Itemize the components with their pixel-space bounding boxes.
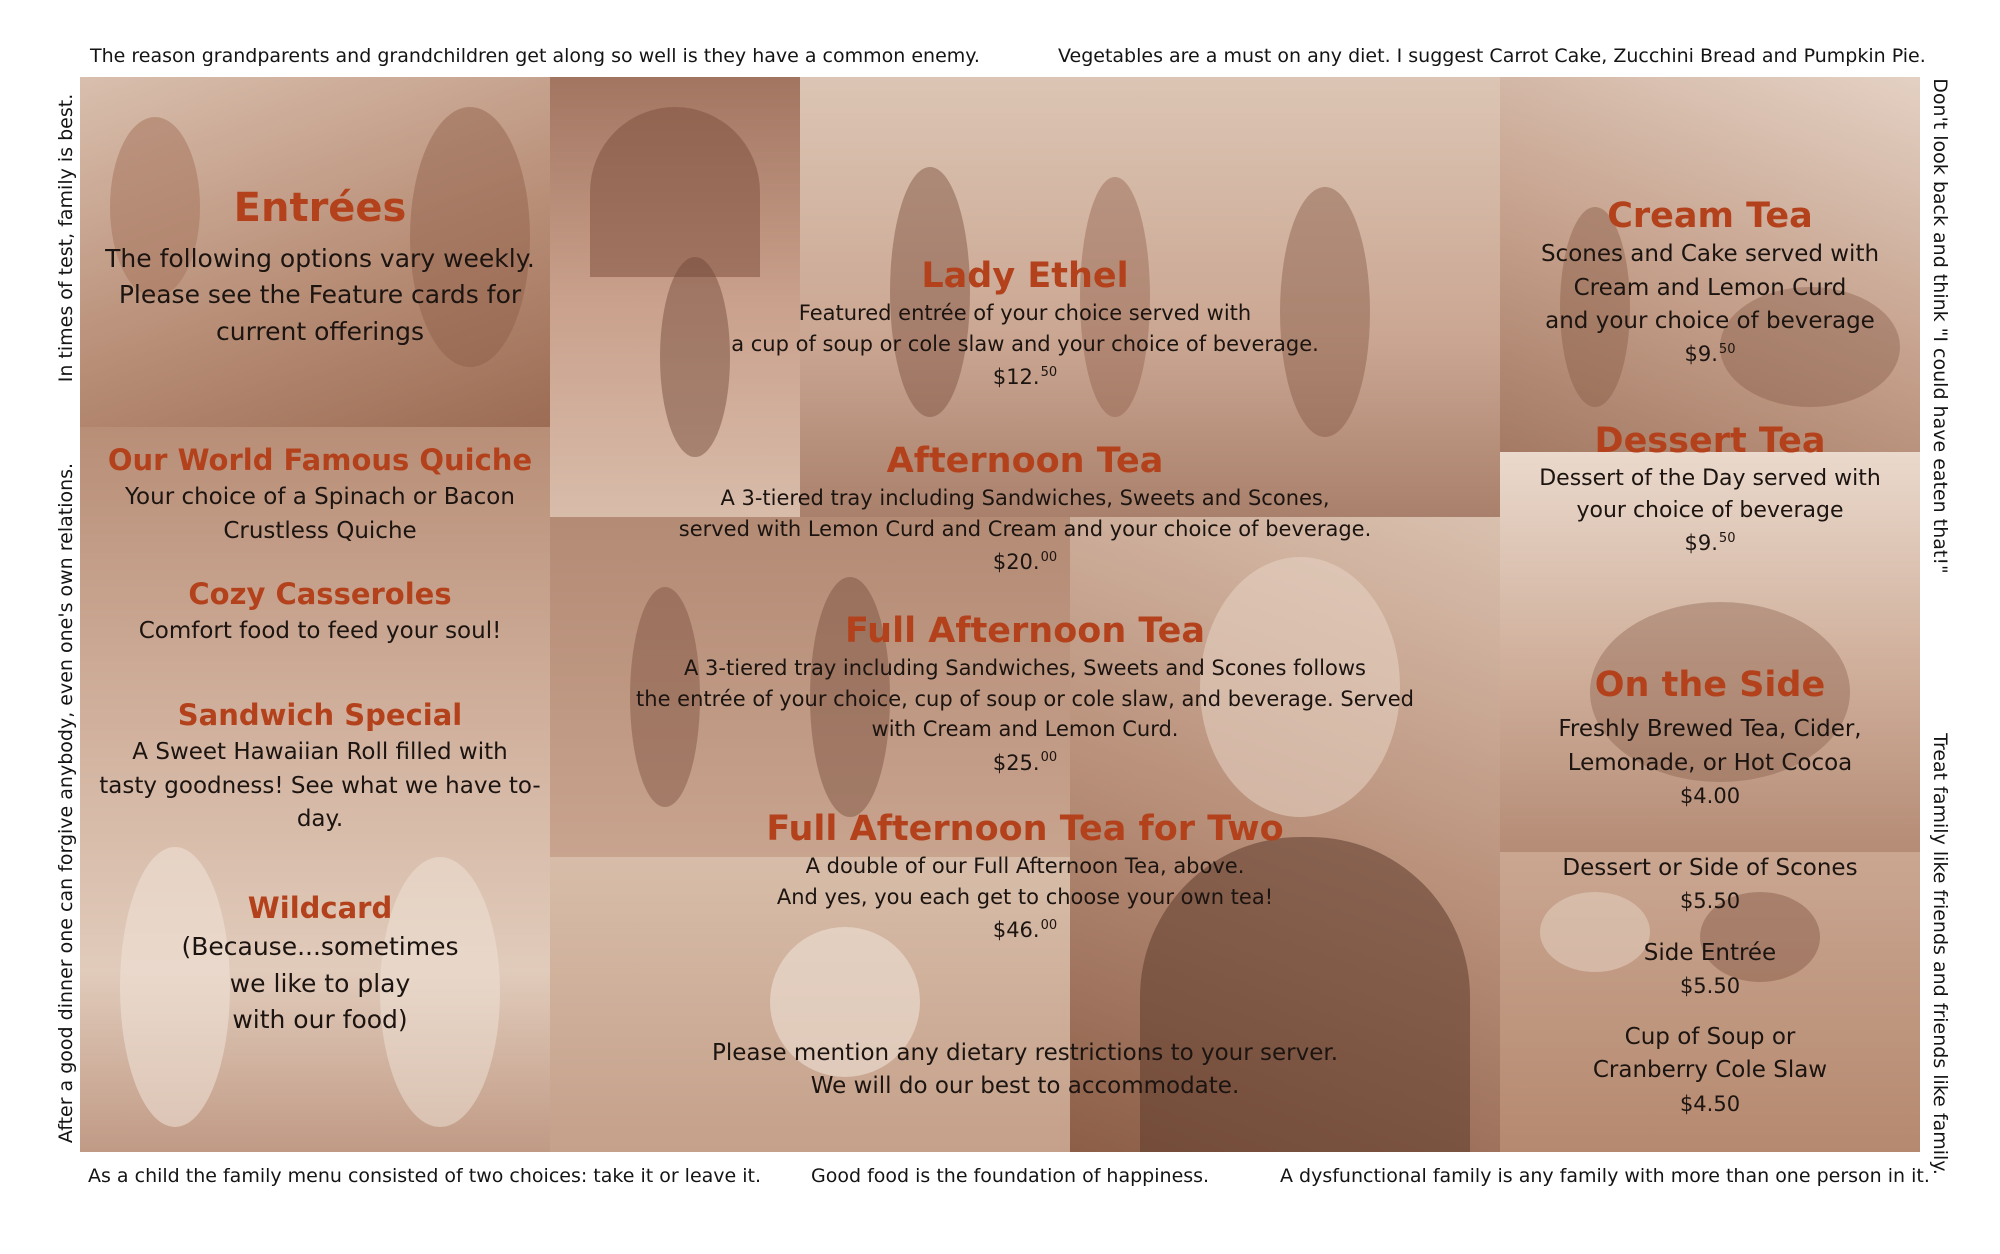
dessert-tea-line-2: your choice of beverage [1576,498,1844,524]
lady-ethel-line-1: Featured entrée of your choice served with [798,301,1252,326]
scones-label: Dessert or Side of Scones [1562,855,1858,881]
quote-top-left: The reason grandparents and grandchildren get along so well is they have a common enemy. [90,45,980,67]
full-afternoon-tea-title: Full Afternoon Tea [845,611,1205,651]
quote-left-lower: After a good dinner one can forgive anybody, even one's own relations. [55,462,77,1144]
on-the-side-line-2: Lemonade, or Hot Cocoa [1567,749,1853,776]
scones-item [1500,852,1920,917]
cream-tea-price [1500,340,1920,369]
cream-tea-price-main: $9. [1684,342,1718,367]
menu-panel [80,77,1920,1152]
full-tea-for-two-line-2: And yes, you each get to choose your own tea! [776,884,1274,909]
full-afternoon-tea-line-3: with Cream and Lemon Curd. [871,717,1179,742]
casseroles-section [80,578,560,649]
afternoon-tea-price-main: $20. [992,550,1040,575]
dessert-tea-section [1500,421,1920,558]
casseroles-line-1: Comfort food to feed your soul! [138,618,502,645]
dietary-line-2: We will do our best to accommodate. [810,1073,1240,1100]
on-the-side-title: On the Side [1594,665,1826,705]
cream-tea-line-2: Cream and Lemon Curd [1573,274,1847,301]
side-entree-price: $5.50 [1679,974,1741,999]
quote-right-lower: Treat family like friends and friends like family. [1929,733,1951,1175]
quote-bottom-center: Good food is the foundation of happiness. [811,1165,1210,1187]
quiche-section [80,444,560,548]
wildcard-section [80,892,560,1038]
sandwich-title: Sandwich Special [177,698,463,732]
wildcard-title: Wildcard [247,891,393,925]
afternoon-tea-line-2: served with Lemon Curd and Cream and your choice of beverage. [678,516,1372,541]
wildcard-line-1: (Because...sometimes [181,932,459,962]
cream-tea-title: Cream Tea [1607,196,1813,236]
quote-bottom-right: A dysfunctional family is any family with more than one person in it. [1280,1165,1930,1187]
lady-ethel-title: Lady Ethel [921,256,1129,296]
dessert-tea-line-1: Dessert of the Day served with [1539,466,1881,492]
lady-ethel-price [550,363,1500,392]
soup-item [1500,1021,1920,1119]
afternoon-tea-price [550,548,1500,577]
full-afternoon-tea-price-cents: 00 [1040,750,1058,766]
full-afternoon-tea-line-2: the entrée of your choice, cup of soup or cole slaw, and beverage. Served [636,686,1414,711]
sandwich-line-1: A Sweet Hawaiian Roll filled with [132,739,508,766]
soup-line-2: Cranberry Cole Slaw [1592,1057,1828,1084]
dessert-tea-price [1500,529,1920,558]
quote-left-upper: In times of test, family is best. [55,93,77,383]
afternoon-tea-price-cents: 00 [1040,549,1058,565]
full-tea-for-two-price-cents: 00 [1040,917,1058,933]
quote-bottom-left: As a child the family menu consisted of two choices: take it or leave it. [88,1165,762,1187]
full-tea-for-two-title: Full Afternoon Tea for Two [766,809,1284,849]
side-entree-item [1500,937,1920,1002]
quote-top-right: Vegetables are a must on any diet. I suggest Carrot Cake, Zucchini Bread and Pumpkin Pie. [1058,45,1926,67]
sandwich-line-2: tasty goodness! See what we have to- [99,772,541,799]
cream-tea-line-1: Scones and Cake served with [1540,241,1880,268]
full-afternoon-tea-price [550,749,1500,778]
on-the-side-price: $4.00 [1679,783,1741,808]
on-the-side-line-1: Freshly Brewed Tea, Cider, [1558,716,1862,743]
lady-ethel-section [550,256,1500,393]
entrees-title: Entrées [233,185,407,231]
cream-tea-price-cents: 50 [1718,341,1736,357]
wildcard-line-3: with our food) [232,1004,408,1034]
full-tea-for-two-price [550,916,1500,945]
dessert-tea-price-main: $9. [1684,531,1718,556]
sandwich-line-3: day. [296,806,344,833]
lady-ethel-price-main: $12. [992,365,1040,390]
entrees-line-1: The following options vary weekly. [105,244,535,273]
afternoon-tea-title: Afternoon Tea [886,441,1164,481]
on-the-side-section [1500,665,1920,811]
soup-price: $4.50 [1679,1091,1741,1116]
cream-tea-line-3: and your choice of beverage [1545,307,1875,334]
wildcard-line-2: we like to play [229,968,411,998]
quiche-title: Our World Famous Quiche [107,443,533,477]
entrees-line-2: Please see the Feature cards for [118,280,522,310]
full-afternoon-tea-price-main: $25. [992,750,1040,775]
sandwich-section [80,699,560,836]
dessert-tea-title: Dessert Tea [1594,421,1826,461]
lady-ethel-price-cents: 50 [1040,364,1058,380]
quote-right-upper: Don't look back and think "I could have eaten that!" [1929,78,1951,574]
soup-line-1: Cup of Soup or [1624,1024,1796,1050]
afternoon-tea-line-1: A 3-tiered tray including Sandwiches, Sweets and Scones, [720,486,1330,511]
afternoon-tea-section [550,441,1500,578]
full-tea-for-two-price-main: $46. [992,918,1040,943]
dessert-tea-price-cents: 50 [1718,530,1736,546]
entrees-line-3: current offerings [216,316,424,346]
full-tea-for-two-line-1: A double of our Full Afternoon Tea, above. [805,854,1245,879]
dietary-line-1: Please mention any dietary restrictions to your server. [711,1040,1339,1066]
cream-tea-section [1500,196,1920,370]
full-tea-for-two-section [550,809,1500,946]
entrees-section [80,185,560,350]
scones-price: $5.50 [1679,889,1741,914]
full-afternoon-tea-section [550,611,1500,778]
casseroles-title: Cozy Casseroles [188,577,452,611]
full-afternoon-tea-line-1: A 3-tiered tray including Sandwiches, Sweets and Scones follows [684,656,1366,681]
lady-ethel-line-2: a cup of soup or cole slaw and your choice of beverage. [731,331,1319,356]
side-entree-label: Side Entrée [1643,940,1777,966]
dietary-note [550,1037,1500,1104]
quiche-line-2: Crustless Quiche [223,517,417,544]
quiche-line-1: Your choice of a Spinach or Bacon [125,484,515,511]
